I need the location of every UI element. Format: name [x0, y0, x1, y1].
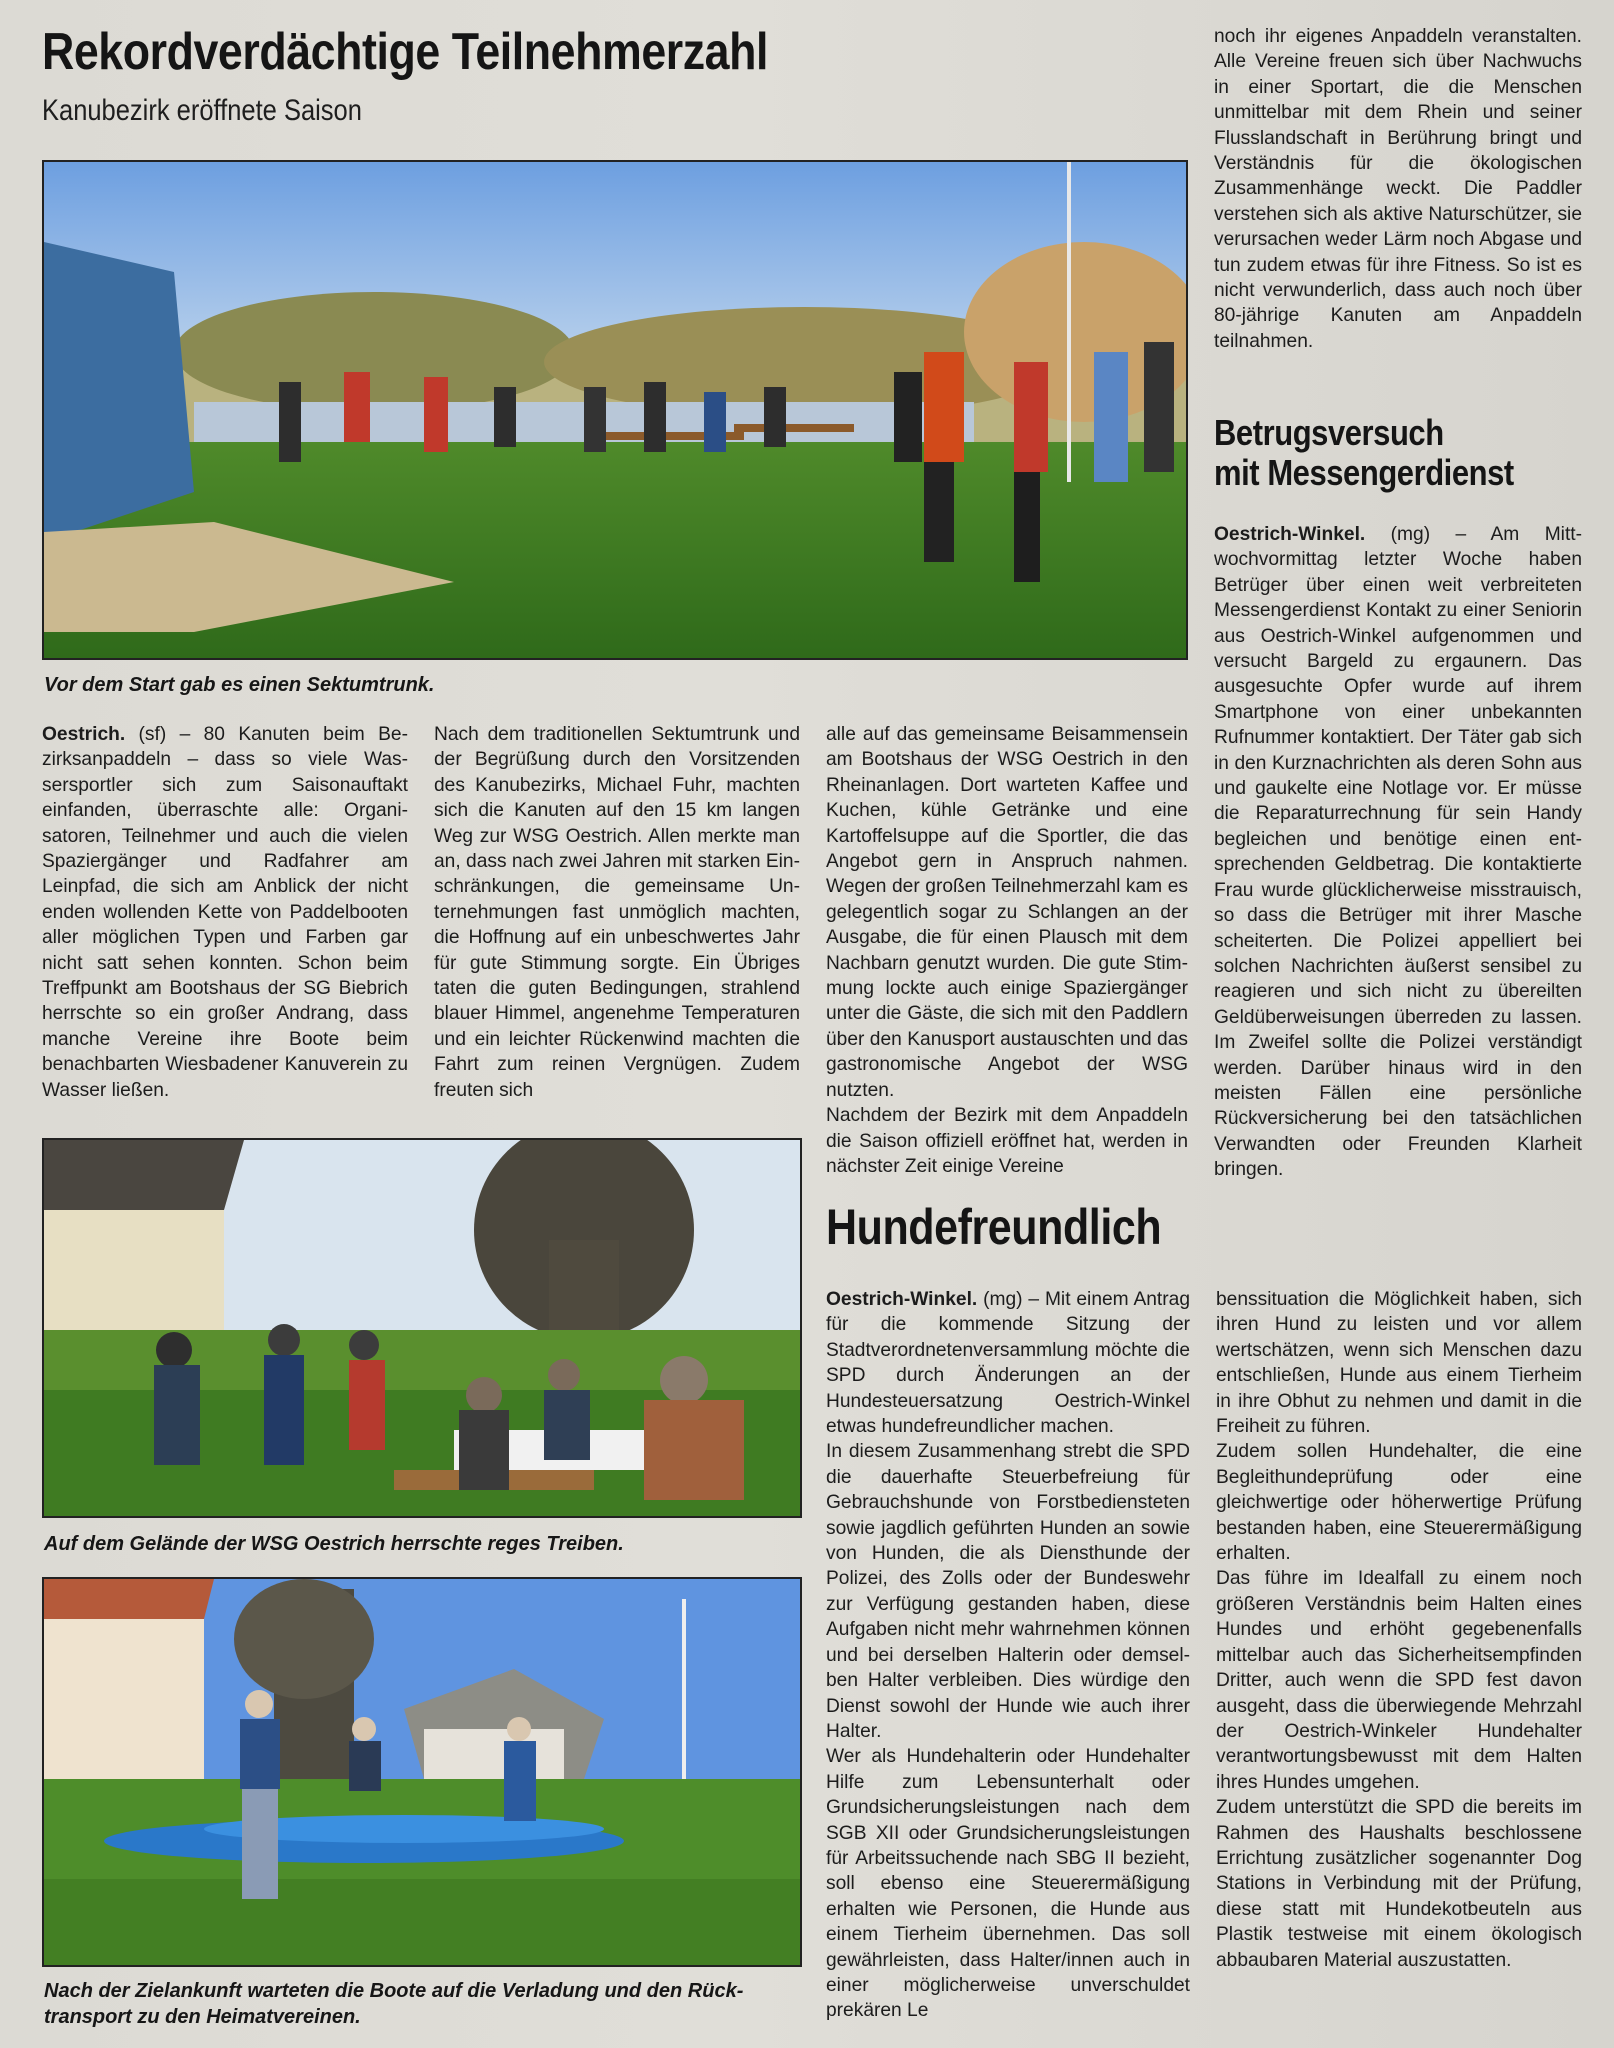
article1-column-1 — [42, 722, 408, 1103]
article3-headline: Hundefreundlich — [826, 1199, 1162, 1255]
article1-column-2 — [434, 722, 800, 1103]
article3-col1-text-a: (mg) – Mit einem Antrag für die kommende Sitzung der Stadtverordnetenversammlung möchte die SPD durch Änderungen an der Hundesteuersatzung Oestrich-Winkel etwas hundefreundlicher machen. — [826, 1289, 1190, 1438]
article3-paragraph-1 — [826, 1287, 1190, 1439]
article2-column — [1214, 522, 1582, 1183]
article1-column-4 — [1214, 24, 1582, 354]
article2-headline-line1: Betrugsversuch — [1214, 412, 1444, 453]
article1-headline: Rekordverdächtige Teilnehmerzahl — [42, 23, 769, 81]
article3-col2-text-c: Das führe im Idealfall zu einem noch größeren Verständnis beim Halten eines Hundes und erhöht gegebenenfalls mittelbar auch das Sicherheitsempfinden Dritter, auch wenn die SPD fest davon ausgeht, dass die überwiegende Mehrzahl der Oestrich-Winkeler Hundehalter verantwortungsbewusst mit dem Halten ihres Hundes umgehen. — [1216, 1568, 1582, 1793]
article1-col3-text-b: Nachdem der Bezirk mit dem Anpaddeln die Saison offiziell eröffnet hat, werden in nächster Zeit einige Vereine — [826, 1105, 1188, 1177]
photo3-caption: Nach der Zielankunft warteten die Boote auf die Verladung und den Rücktransport zu den Heimatvereinen. — [44, 1980, 744, 2028]
article3-col2-text-d: Zudem unterstützt die SPD die bereits im Rahmen des Haushalts beschlossene Errichtung zusätzlicher sogenannter Dog Stations in Verbindung mit der Prüfung, diese statt mit Hundekotbeuteln aus Plastik testweise mit einem ökologisch abbaubaren Material auszustatten. — [1216, 1797, 1582, 1971]
photo1-caption: Vor dem Start gab es einen Sektumtrunk. — [44, 674, 435, 696]
article1-column-3 — [826, 722, 1188, 1179]
photo-sektumtrunk — [42, 160, 1188, 660]
photo-zielankunft — [42, 1577, 802, 1967]
article2-text: (mg) – Am Mittwochvormittag letzter Woche haben Betrüger über einen weit verbreiteten Messengerdienst Kontakt zu einer Seniorin aus Oestrich-Winkel aufgenommen und versucht Bargeld zu ergaunern. Das ausgesuchte Opfer wurde auf ihrem Smartphone von einer unbekannten Rufnummer kontaktiert. Der Täter gab sich in den Kurznachrichten als deren Sohn aus und gaukelte eine Notlage vor. Er müsse die Reparaturrechnung für sein Handy begleichen und benötige einen entsprechenden Geldbetrag. Die kontaktierte Frau wurde glücklicherweise misstrauisch, so dass die Betrüger mit ihrer Masche scheiterten. Die Polizei appelliert bei solchen Nachrichten äußerst sensibel zu reagieren und sich nicht zu übereilten Geldüberweisungen überreden zu lassen. Im Zweifel sollte die Polizei verständigt werden. Darüber hinaus wird in den meisten Fällen eine persönliche Rückversicherung bei den tatsächlichen Verwandten oder Freunden Klarheit bringen. — [1214, 524, 1582, 1181]
article1-col4-text: noch ihr eigenes Anpaddeln veranstalten. Alle Vereine freuen sich über Nachwuchs in einer Sportart, die die Menschen unmittelbar mit dem Rhein und seiner Flusslandschaft in Berührung bringt und Verständnis für die ökologischen Zusammenhänge weckt. Die Paddler verstehen sich als aktive Naturschützer, sie verursachen weder Lärm noch Abgase und tun zudem etwas für ihre Fitness. So ist es nicht verwunderlich, dass auch noch über 80-jährige Kanuten am Anpaddeln teilnahmen. — [1214, 26, 1582, 352]
article3-column-1 — [826, 1287, 1190, 2024]
article1-lead: Oestrich. — [42, 724, 126, 745]
article3-column-2 — [1216, 1287, 1582, 1973]
article3-col1-text-c: Wer als Hundehalterin oder Hundehalter Hilfe zum Lebensunterhalt oder Grundsicherungsleistungen nach dem SGB XII oder Grundsicherungsleistungen für Arbeitssuchende nach SBG II bezieht, soll ebenso eine Steuerermäßigung erhalten wie Personen, die Hunde aus einem Tierheim übernehmen. Das soll gewährleisten, dass Halter/innen auch in einer möglicherweise unverschuldet prekären Le — [826, 1746, 1190, 2022]
article1-col3-text-a: alle auf das gemeinsame Beisammensein am Bootshaus der WSG Oestrich in den Rheinanlagen. Dort warteten Kaffee und Kuchen, kühle Getränke und eine Kartoffelsuppe auf die Sportler, die das Angebot gern in Anspruch nahmen. Wegen der großen Teilnehmerzahl kam es gelegentlich sogar zu Schlangen an der Ausgabe, die für einen Plausch mit dem Nachbarn genutzt wurden. Die gute Stimmung lockte auch einige Spaziergänger unter die Gäste, die sich mit den Paddlern über den Kanusport austauschten und das gastronomische Angebot der WSG nutzten. — [826, 724, 1188, 1101]
article2-lead: Oestrich-Winkel. — [1214, 524, 1366, 545]
article1-col2-text: Nach dem traditionellen Sektumtrunk und der Begrüßung durch den Vorsitzenden des Kanubezirks, Michael Fuhr, machten sich die Kanuten auf den 15 km langen Weg zur WSG Oestrich. Allen merkte man an, dass nach zwei Jahren mit starken Einschränkungen, die gemeinsame Unternehmungen fast unmöglich machten, die Hoffnung auf ein unbeschwertes Jahr für gute Stimmung sorgte. Ein Übriges taten die guten Bedingungen, strahlend blauer Himmel, angenehme Temperaturen und ein leichter Rückenwind machten die Fahrt zum reinen Vergnügen. Zudem freuten sich — [434, 724, 800, 1101]
article1-col1-text: (sf) – 80 Kanuten beim Bezirksanpaddeln – dass so viele Wassersportler sich zum Saisonauftakt einfanden, überraschte alle: Organisatoren, Teilnehmer und auch die vielen Spaziergänger und Radfahrer am Leinpfad, die sich am Anblick der nicht enden wollenden Kette von Paddelbooten aller möglichen Typen und Farben gar nicht satt sehen konnten. Schon beim Treffpunkt am Bootshaus der SG Biebrich herrschte so ein großer Andrang, dass manche Vereine ihre Boote beim benachbarten Wiesbadener Kanuverein zu Wasser ließen. — [42, 724, 408, 1101]
article3-col1-text-b: In diesem Zusammenhang strebt die SPD die dauerhafte Steuerbefreiung für Gebrauchshunde von Forstbediensteten sowie jagdlich geführten Hunden an sowie von Hunden, die als Diensthunde der Polizei, des Zolls oder der Bundeswehr zur Verfügung gestanden haben, diese Aufgaben nicht mehr wahrnehmen können und bei derselben Halterin oder demselben Halter verbleiben. Dies würdige den Dienst sowohl der Hunde wie auch ihrer Halter. — [826, 1441, 1190, 1742]
photo-wsg-gelaende — [42, 1138, 802, 1518]
article1-subheadline: Kanubezirk eröffnete Saison — [42, 94, 362, 127]
article2-paragraph — [1214, 522, 1582, 1183]
article2-headline-line2: mit Messengerdienst — [1214, 452, 1514, 493]
article3-col2-text-a: benssituation die Möglichkeit haben, sich ihren Hund zu leisten und vor allem wertschätzen, wenn sich Menschen dazu entschließen, Hunde aus einem Tierheim in ihre Obhut zu nehmen und damit in die Freiheit zu führen. — [1216, 1289, 1582, 1438]
article3-col2-text-b: Zudem sollen Hundehalter, die eine Begleithundeprüfung oder eine gleichwertige oder höherwertige Prüfung bestanden haben, eine Steuerermäßigung erhalten. — [1216, 1441, 1582, 1565]
photo2-caption: Auf dem Gelände der WSG Oestrich herrschte reges Treiben. — [44, 1533, 624, 1555]
article1-paragraph-1 — [42, 722, 408, 1103]
article3-lead: Oestrich-Winkel. — [826, 1289, 978, 1310]
